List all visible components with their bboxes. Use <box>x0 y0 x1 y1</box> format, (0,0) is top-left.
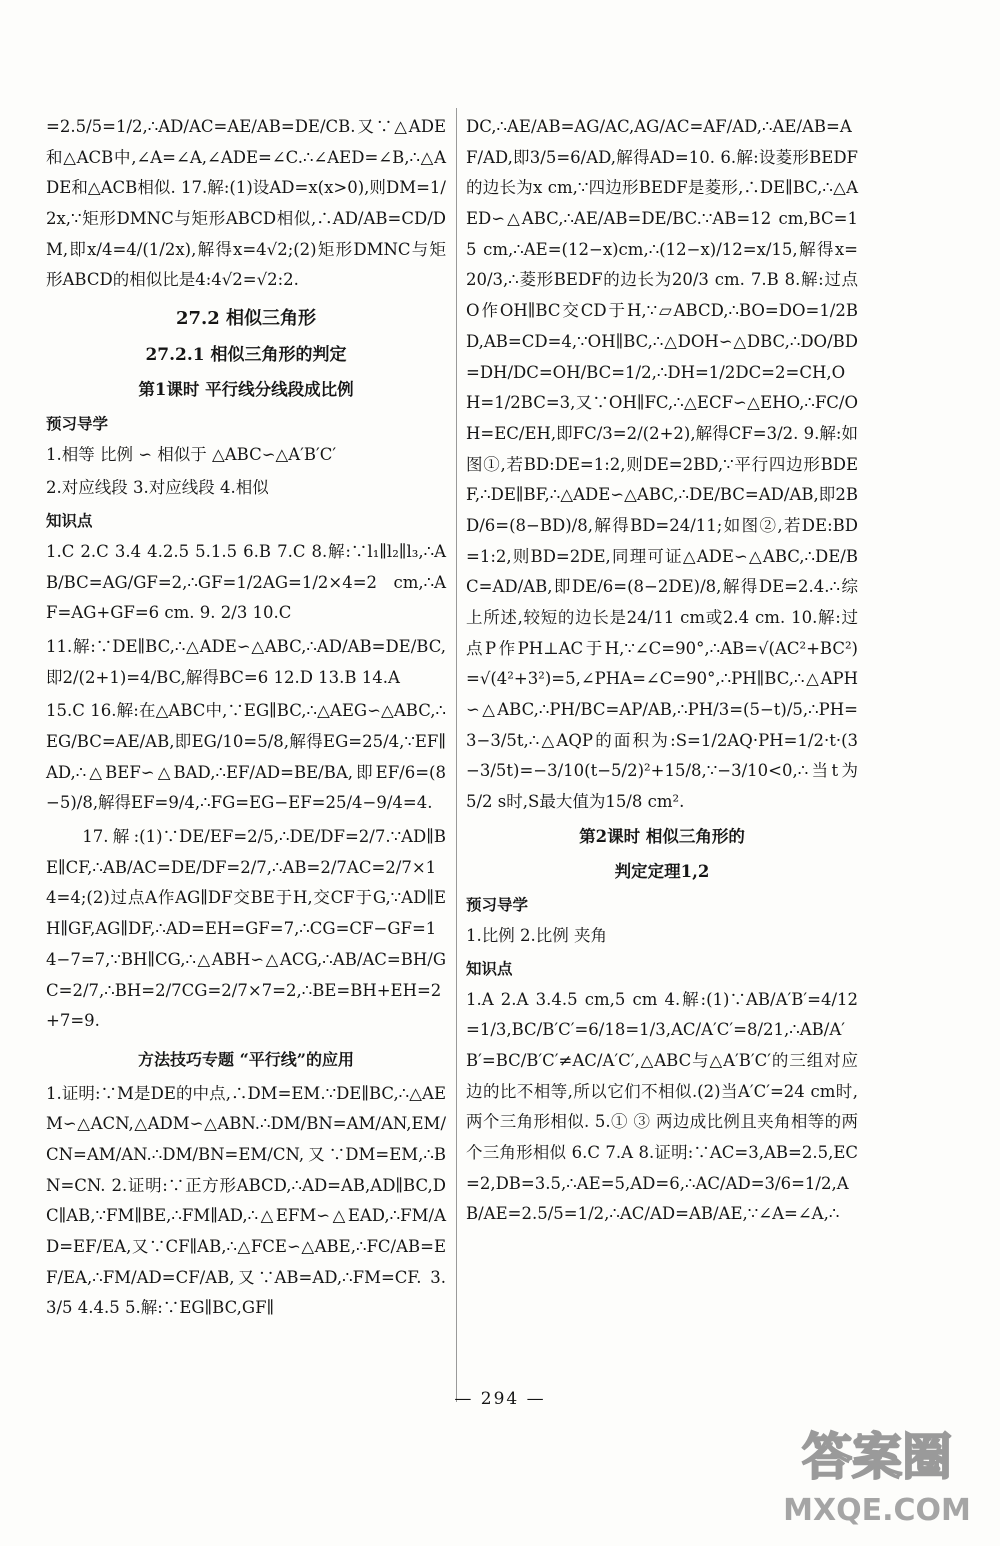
lesson-title-line2: 判定定理1,2 <box>614 861 710 881</box>
answer-paragraph: 11.解:∵DE∥BC,∴△ADE∽△ABC,∴AD/AB=DE/BC,即2/(2+1)=4/BC,解得BC=6 12.D 13.B 14.A <box>46 636 446 687</box>
section-title: 27.2 相似三角形 <box>175 308 317 330</box>
knowledge-label: 知识点 <box>466 959 513 978</box>
left-column <box>46 112 446 1327</box>
special-topic-title: 方法技巧专题 “平行线”的应用 <box>138 1049 354 1069</box>
answer-paragraph: 1.A 2.A 3.4.5 cm,5 cm 4.解:(1)∵AB/A′B′=4/12=1/3,BC/B′C′=6/18=1/3,AC/A′C′=8/21,∴AB/A′B′=BC/B′C′≠AC/A′C′,△ABC与△A′B′C′的三组对应边的比不相等,所以它们不相似.(2)当A′C′=24 cm时,两个三角形相似. 5.① ③ 两边成比例且夹角相等的两个三角形相似 6.C 7.A 8.证明:∵AC=3,AB=2.5,EC=2,DB=3.5,∴AE=5,AD=6,∴AC/AD=3/6=1/2,AB/AE=2.5/5=1/2,∴AC/AD=AB/AE,∵∠A=∠A,∴ <box>466 989 858 1224</box>
answer-paragraph: 1.证明:∵M是DE的中点,∴DM=EM.∵DE∥BC,∴△AEM∽△ACN,△ADM∽△ABN.∴DM/BN=AM/AN,EM/CN=AM/AN.∴DM/BN=EM/CN,又∵DM=EM,∴BN=CN. 2.证明:∵正方形ABCD,∴AD=AB,AD∥BC,DC∥AB,∵FM∥BE,∴FM∥AD,∴△EFM∽△EAD,∴FM/AD=EF/EA,又∵CF∥AB,∴△FCE∽△ABE,∴FC/AB=EF/EA,∴FM/AD=CF/AB,又∵AB=AD,∴FM=CF. 3. 3/5 4.4.5 5.解:∵EG∥BC,GF∥ <box>46 1083 446 1318</box>
lesson-title: 第2课时 相似三角形的 <box>579 826 745 846</box>
preview-line: 1.比例 2.比例 夹角 <box>466 926 607 946</box>
preview-label: 预习导学 <box>466 896 529 915</box>
watermark-cn: 答案圈 <box>802 1428 952 1486</box>
preview-label: 预习导学 <box>46 414 109 433</box>
watermark-en: MXQE.COM <box>783 1493 971 1528</box>
answer-paragraph: =2.5/5=1/2,∴AD/AC=AE/AB=DE/CB.又∵△ADE和△ACB中,∠A=∠A,∠ADE=∠C.∴∠AED=∠B,∴△ADE和△ACB相似. 17.解:(1)设AD=x(x>0),则DM=1/2x,∵矩形DMNC与矩形ABCD相似,∴AD/AB=CD/DM,即x/4=4/(1/2x),解得x=4√2;(2)矩形DMNC与矩形ABCD的相似比是4:4√2=√2:2. <box>46 117 446 290</box>
preview-line: 1.相等 比例 ∽ 相似于 △ABC∽△A′B′C′ <box>46 444 337 464</box>
answer-paragraph: 1.C 2.C 3.4 4.2.5 5.1.5 6.B 7.C 8.解:∵l₁∥l₂∥l₃,∴AB/BC=AG/GF=2,∴GF=1/2AG=1/2×4=2 cm,∴AF=AG+GF=6 cm. 9. 2/3 10.C <box>46 541 446 623</box>
watermark-logo <box>772 1412 982 1532</box>
answer-paragraph: DC,∴AE/AB=AG/AC,AG/AC=AF/AD,∴AE/AB=AF/AD,即3/5=6/AD,解得AD=10. 6.解:设菱形BEDF的边长为x cm,∵四边形BEDF是菱形,∴DE∥BC,∴△AED∽△ABC,∴AE/AB=DE/BC.∵AB=12 cm,BC=15 cm,∴AE=(12−x)cm,∴(12−x)/12=x/15,解得x=20/3,∴菱形BEDF的边长为20/3 cm. 7.B 8.解:过点O作OH∥BC交CD于H,∵▱ABCD,∴BO=DO=1/2BD,AB=CD=4,∵OH∥BC,∴△DOH∽△DBC,∴DO/BD=DH/DC=OH/BC=1/2,∴DH=1/2DC=2=CH,OH=1/2BC=3,又∵OH∥FC,∴△ECF∽△EHO,∴FC/OH=EC/EH,即FC/3=2/(2+2),解得CF=3/2. 9.解:如图①,若BD:DE=1:2,则DE=2BD,∵平行四边形BDEF,∴DE∥BF,∴△ADE∽△ABC,∴DE/BC=AD/AB,即2BD/6=(8−BD)/8,解得BD=24/11;如图②,若DE:BD=1:2,则BD=2DE,同理可证△ADE∽△ABC,∴DE/BC=AD/AB,即DE/6=(8−2DE)/8,解得DE=2.4.∴综上所述,较短的边长是24/11 cm或2.4 cm. 10.解:过点P作PH⊥AC于H,∵∠C=90°,∴AB=√(AC²+BC²)=√(4²+3²)=5,∠PHA=∠C=90°,∴PH∥BC,∴△APH∽△ABC,∴PH/BC=AP/AB,∴PH/3=(5−t)/5,∴PH=3−3/5t,∴△AQP的面积为:S=1/2AQ·PH=1/2·t·(3−3/5t)=−3/10(t−5/2)²+15/8,∵−3/10<0,∴当t为5/2 s时,S最大值为15/8 cm². <box>466 117 858 812</box>
lesson-title: 第1课时 平行线分线段成比例 <box>138 380 354 400</box>
preview-line: 2.对应线段 3.对应线段 4.相似 <box>46 478 269 498</box>
right-column <box>466 112 858 1233</box>
answer-paragraph: 15.C 16.解:在△ABC中,∵EG∥BC,∴△AEG∽△ABC,∴EG/BC=AE/AB,即EG/10=5/8,解得EG=25/4,∵EF∥AD,∴△BEF∽△BAD,∴EF/AD=BE/BA,即EF/6=(8−5)/8,解得EF=9/4,∴FG=EG−EF=25/4−9/4=4. <box>46 701 446 813</box>
answer-paragraph: 17.解:(1)∵DE/EF=2/5,∴DE/DF=2/7.∵AD∥BE∥CF,∴AB/AC=DE/DF=2/7,∴AB=2/7AC=2/7×14=4;(2)过点A作AG∥DF交BE于H,交CF于G,∵AD∥EH∥GF,AG∥DF,∴AD=EH=GF=7,∴CG=CF−GF=14−7=7,∵BH∥CG,∴△ABH∽△ACG,∴AB/AC=BH/GC=2/7,∴BH=2/7CG=2/7×7=2,∴BE=BH+EH=2+7=9. <box>46 827 446 1031</box>
knowledge-label: 知识点 <box>46 512 93 531</box>
subsection-title: 27.2.1 相似三角形的判定 <box>145 344 347 365</box>
page-number: — 294 — <box>454 1389 546 1409</box>
column-divider <box>456 108 457 1402</box>
